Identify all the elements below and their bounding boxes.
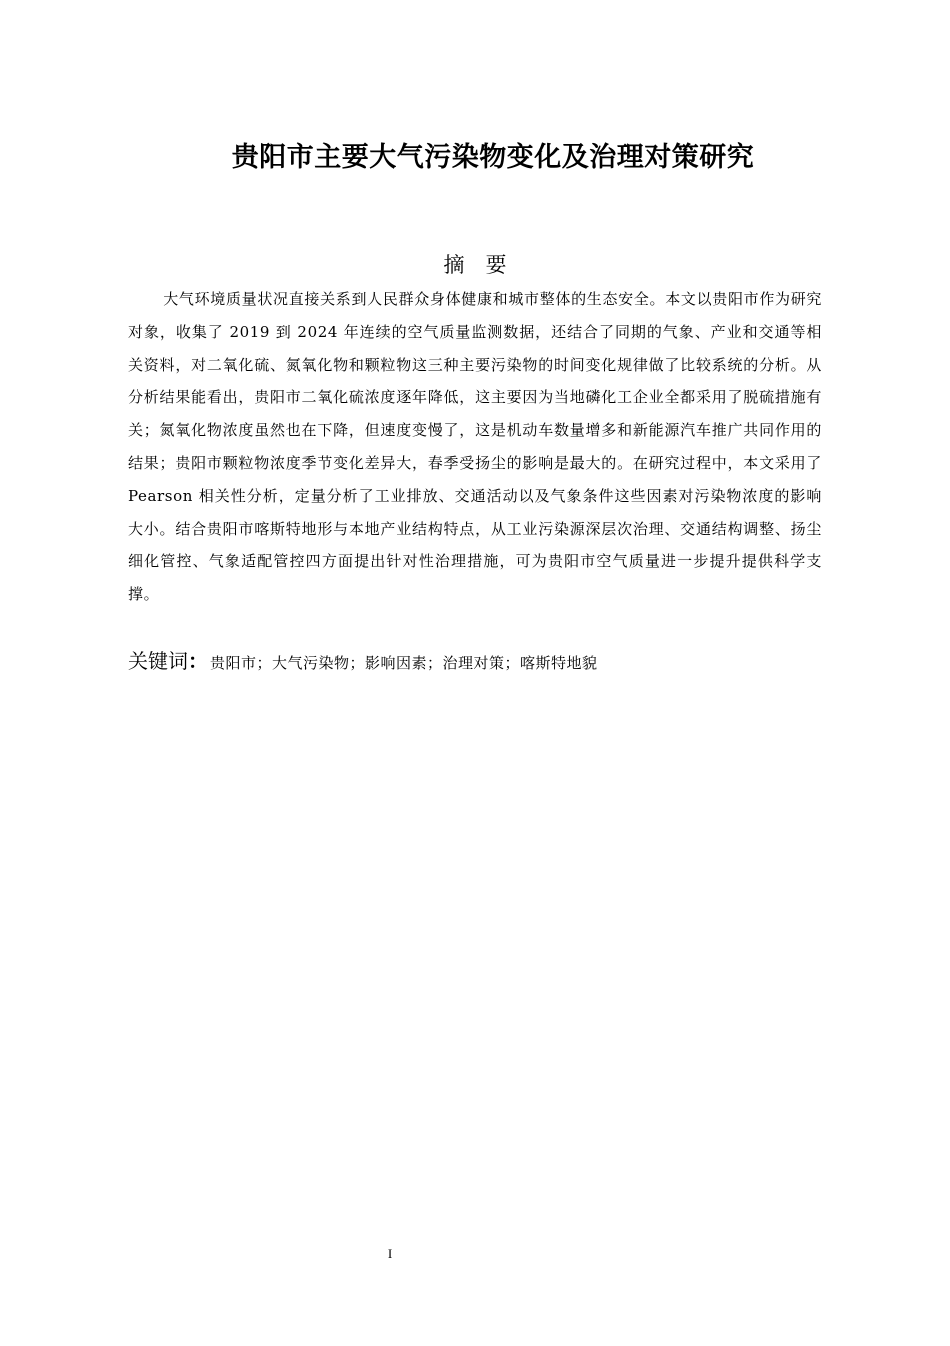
keywords-text: 贵阳市；大气污染物；影响因素；治理对策；喀斯特地貌 [210,654,598,672]
keywords-line [128,644,822,680]
keywords-colon: ： [188,649,208,673]
keywords-label: 关键词 [128,649,188,673]
page-number: I [387,1246,393,1261]
document-title: 贵阳市主要大气污染物变化及治理对策研究 [231,142,755,173]
abstract-body: 大气环境质量状况直接关系到人民群众身体健康和城市整体的生态安全。本文以贵阳市作为研究对象，收集了 2019 到 2024 年连续的空气质量监测数据，还结合了同期的气象、产业和交通等相关资料，对二氧化硫、氮氧化物和颗粒物这三种主要污染物的时间变化规律做了比较系统的分析。从分析结果能看出，贵阳市二氧化硫浓度逐年降低，这主要因为当地磷化工企业全都采用了脱硫措施有关；氮氧化物浓度虽然也在下降，但速度变慢了，这是机动车数量增多和新能源汽车推广共同作用的结果；贵阳市颗粒物浓度季节变化差异大，春季受扬尘的影响是最大的。在研究过程中，本文采用了 Pearson 相关性分析，定量分析了工业排放、交通活动以及气象条件这些因素对污染物浓度的影响大小。结合贵阳市喀斯特地形与本地产业结构特点，从工业污染源深层次治理、交通结构调整、扬尘细化管控、气象适配管控四方面提出针对性治理措施，可为贵阳市空气质量进一步提升提供科学支撑。 [128,290,822,604]
abstract-heading: 摘 要 [443,253,507,277]
